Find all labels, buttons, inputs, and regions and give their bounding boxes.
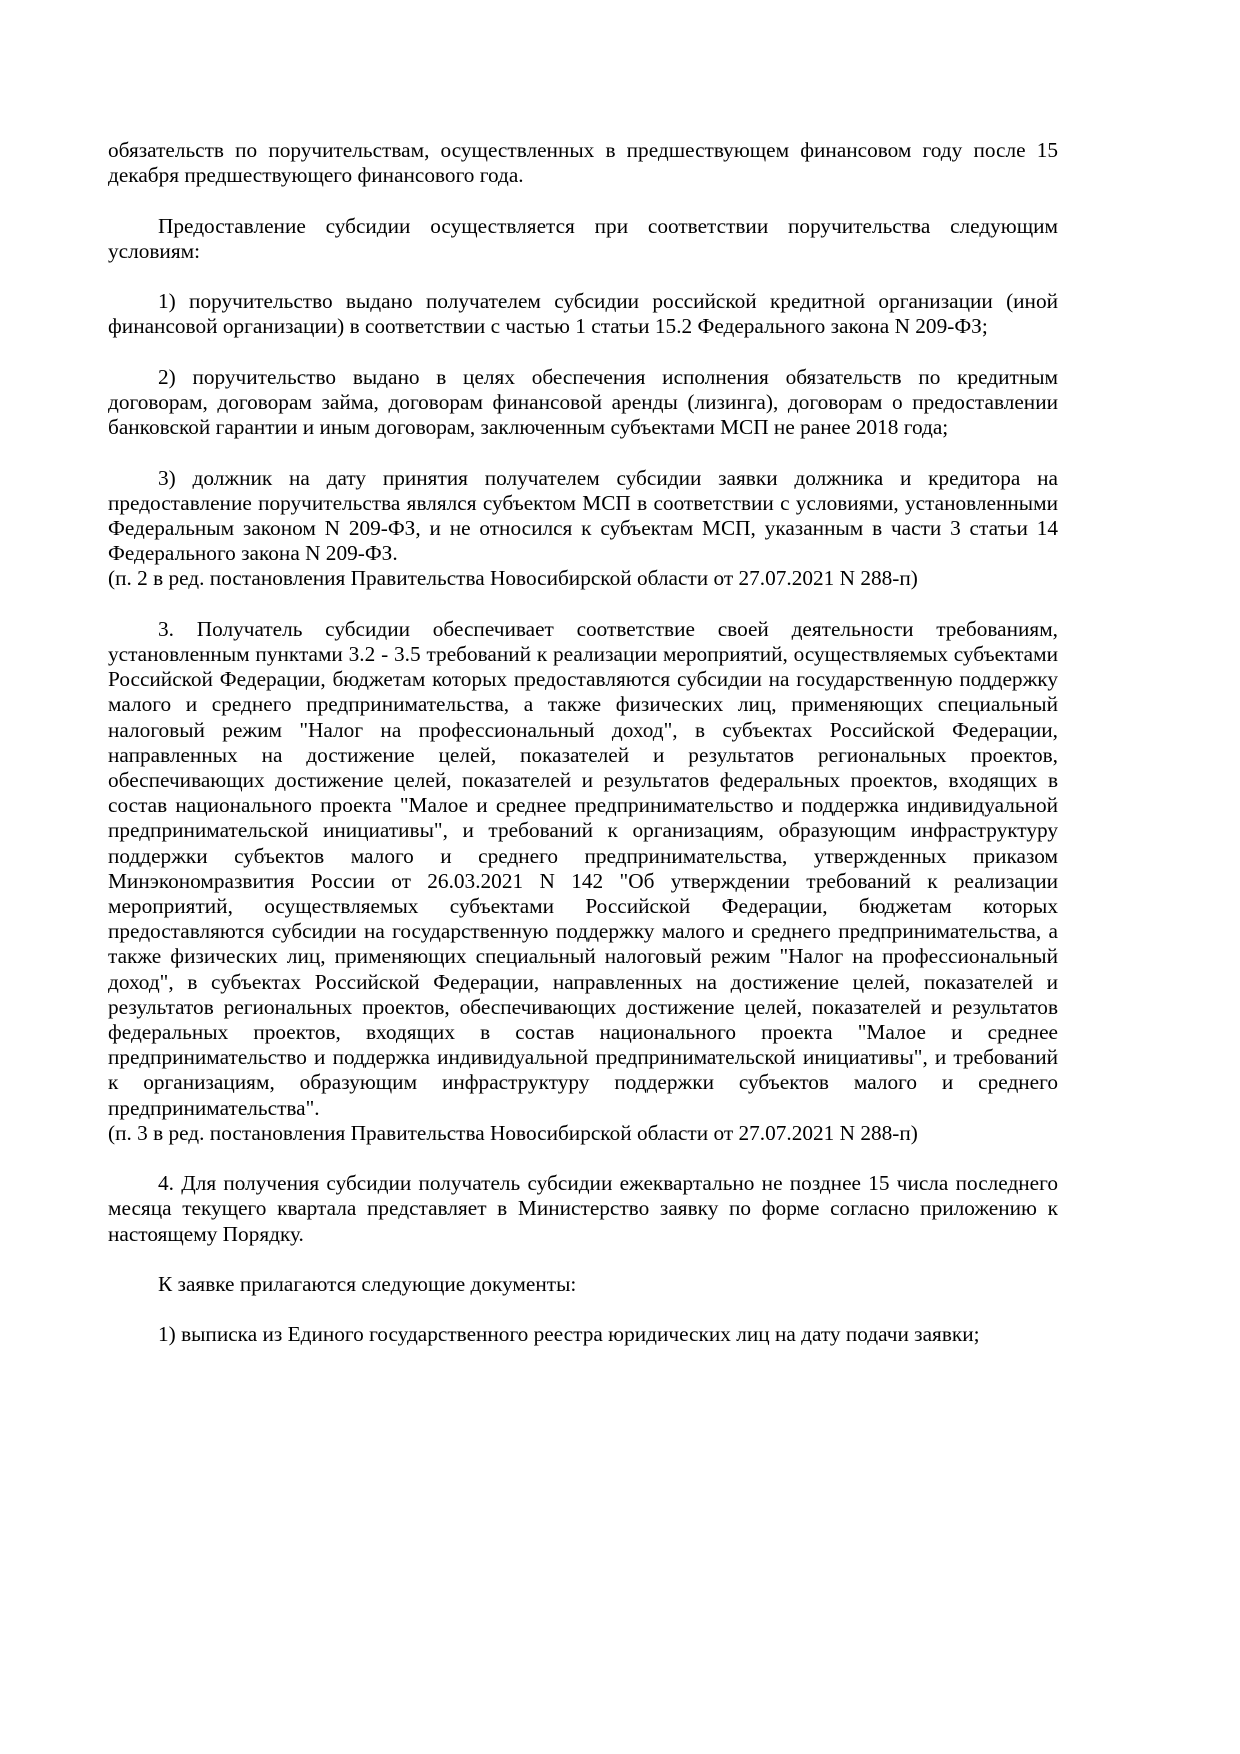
paragraph-condition-2: 2) поручительство выдано в целях обеспечения исполнения обязательств по кредитным договорам, договорам займа, договорам финансовой аренды (лизинга), договорам о предоставлении банковской гарантии и иным договорам, заключенным субъектами МСП не ранее 2018 года; bbox=[108, 364, 1058, 440]
paragraph-continuation: обязательств по поручительствам, осуществленных в предшествующем финансовом году после 15 декабря предшествующего финансового года. bbox=[108, 138, 1058, 188]
paragraph-section-4: 4. Для получения субсидии получатель субсидии ежеквартально не позднее 15 числа последнего месяца текущего квартала представляет в Министерство заявку по форме согласно приложению к настоящему Порядку. bbox=[108, 1171, 1058, 1246]
document-page bbox=[108, 138, 1058, 1373]
paragraph-section-3: 3. Получатель субсидии обеспечивает соответствие своей деятельности требованиям, установленным пунктами 3.2 - 3.5 требований к реализации мероприятий, осуществляемых субъектами Российской Федерации, бюджетам которых предоставляются субсидии на государственную поддержку малого и среднего предпринимательства, а также физических лиц, применяющих специальный налоговый режим "Налог на профессиональный доход", в субъектах Российской Федерации, направленных на достижение целей, показателей и результатов региональных проектов, обеспечивающих достижение целей, показателей и результатов федеральных проектов, входящих в состав национального проекта "Малое и среднее предпринимательство и поддержка индивидуальной предпринимательской инициативы", и требований к организациям, образующим инфраструктуру поддержки субъектов малого и среднего предпринимательства, утвержденных приказом Минэкономразвития России от 26.03.2021 N 142 "Об утверждении требований к реализации мероприятий, осуществляемых субъектами Российской Федерации, бюджетам которых предоставляются субсидии на государственную поддержку малого и среднего предпринимательства, а также физических лиц, применяющих специальный налоговый режим "Налог на профессиональный доход", в субъектах Российской Федерации, направленных на достижение целей, показателей и результатов региональных проектов, обеспечивающих достижение целей, показателей и результатов федеральных проектов, входящих в состав национального проекта "Малое и среднее предпринимательство и поддержка индивидуальной предпринимательской инициативы", и требований к организациям, образующим инфраструктуру поддержки субъектов малого и среднего предпринимательства". bbox=[108, 616, 1058, 1120]
paragraph-condition-3: 3) должник на дату принятия получателем субсидии заявки должника и кредитора на предоставление поручительства являлся субъектом МСП в соответствии с условиями, установленными Федеральным законом N 209-ФЗ, и не относился к субъектам МСП, указанным в части 3 статьи 14 Федерального закона N 209-ФЗ. bbox=[108, 465, 1058, 566]
paragraph-conditions-intro: Предоставление субсидии осуществляется при соответствии поручительства следующим условиям: bbox=[108, 213, 1058, 263]
paragraph-documents-intro: К заявке прилагаются следующие документы: bbox=[158, 1272, 577, 1297]
paragraph-condition-1: 1) поручительство выдано получателем субсидии российской кредитной организации (иной финансовой организации) в соответствии с частью 1 статьи 15.2 Федерального закона N 209-ФЗ; bbox=[108, 289, 1058, 339]
amendment-note-p3: (п. 3 в ред. постановления Правительства Новосибирской области от 27.07.2021 N 288-п) bbox=[108, 1120, 918, 1145]
amendment-note-p2: (п. 2 в ред. постановления Правительства Новосибирской области от 27.07.2021 N 288-п) bbox=[108, 566, 918, 591]
paragraph-document-1: 1) выписка из Единого государственного реестра юридических лиц на дату подачи заявки; bbox=[158, 1322, 980, 1347]
